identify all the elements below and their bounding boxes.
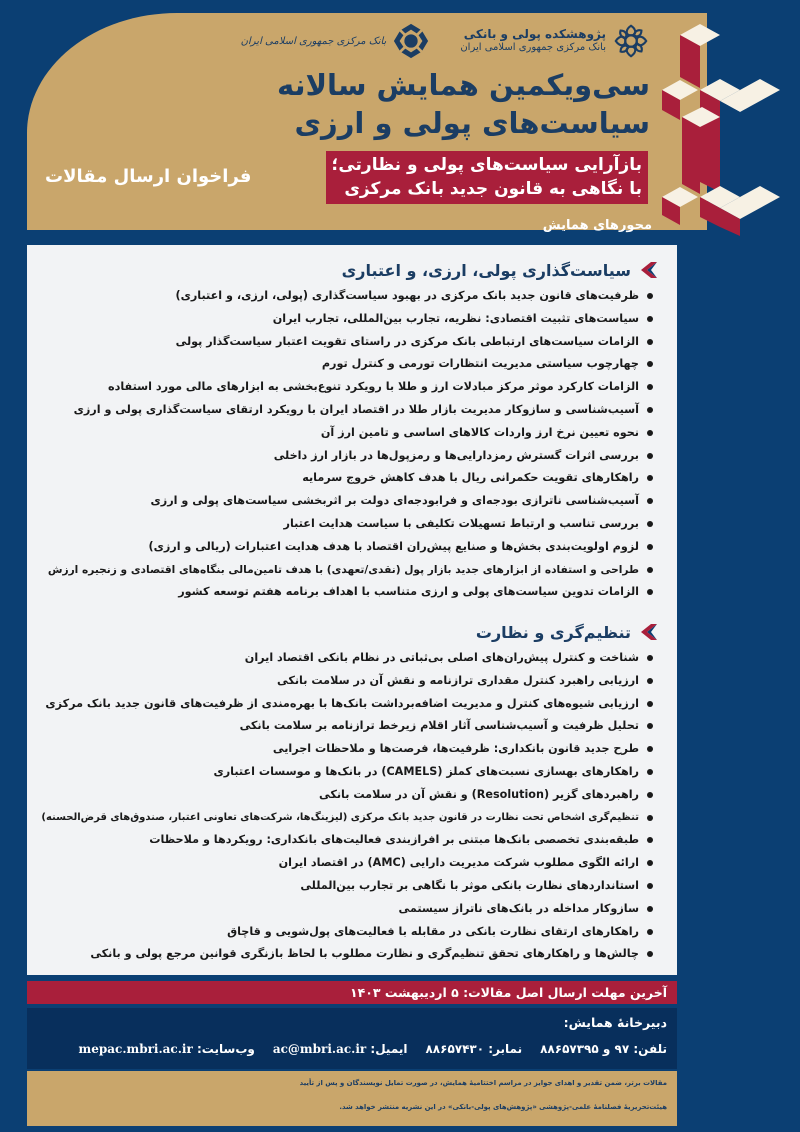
note-line-1: مقالات برتر، ضمن تقدیر و اهدای جوایز در مراسم اختتامیۀ همایش، در صورت تمایل نویسندگان و پس از تأیید: [299, 1079, 667, 1087]
topic-item: راهبردهای گزیر (Resolution) و نقش آن در سلامت بانکی: [33, 784, 653, 807]
topic-item: راهکارهای تقویت حکمرانی ریال با هدف کاهش خروج سرمایه: [33, 467, 653, 490]
cbi-logo: [241, 22, 431, 60]
theme-line-2: با نگاهی به قانون جدید بانک مرکزی: [344, 179, 642, 199]
phone-label: تلفن:: [633, 1042, 667, 1056]
title-line-2: سیاست‌های پولی و ارزی: [294, 106, 650, 140]
cbi-emblem-icon: [392, 22, 430, 60]
header-logos: [241, 22, 650, 60]
topic-item: نحوه تعیین نرخ ارز واردات کالاهای اساسی و تامین ارز آن: [33, 422, 653, 445]
topic-item: سیاست‌های تثبیت اقتصادی: نظریه، تجارب بین‌المللی، تجارب ایران: [33, 308, 653, 331]
chevron-left-icon: [641, 624, 657, 640]
publication-note: [27, 1071, 677, 1126]
topic-item: تنظیم‌گری اشخاص تحت نظارت در قانون جدید بانک مرکزی (لیزینگ‌ها، شرکت‌های تعاونی اعتبار، صندوق‌های قرض‌الحسنه): [33, 807, 653, 830]
topic-item: چالش‌ها و راهکارهای تحقق تنظیم‌گری و نظارت مطلوب با لحاظ بازنگری قوانین مرجع پولی و بانکی: [33, 943, 653, 966]
phone: [540, 1042, 667, 1056]
fax: [425, 1042, 522, 1056]
email-label: ایمیل:: [370, 1042, 408, 1056]
topic-item: راهکارهای ارتقای نظارت بانکی در مقابله با فعالیت‌های پول‌شویی و قاچاق: [33, 921, 653, 944]
rosette-icon: [612, 22, 650, 60]
topic-item: راهکارهای بهسازی نسبت‌های کملز (CAMELS) در بانک‌ها و موسسات اعتباری: [33, 761, 653, 784]
topic-item: طبقه‌بندی تخصصی بانک‌ها مبتنی بر افرازبندی فعالیت‌های بانکداری: رویکردها و ملاحظات: [33, 829, 653, 852]
topic-item: چهارچوب سیاستی مدیریت انتظارات تورمی و کنترل تورم: [33, 353, 653, 376]
mbri-parent: بانک مرکزی جمهوری اسلامی ایران: [460, 42, 606, 53]
mbri-name: پژوهشکده پولی و بانکی: [463, 27, 606, 41]
isometric-cubes-decoration: [660, 12, 800, 237]
fax-value: ۸۸۶۵۷۴۳۰: [425, 1042, 485, 1056]
section-title: سیاست‌گذاری پولی، ارزی، و اعتباری: [341, 260, 631, 280]
topic-item: سازوکار مداخله در بانک‌های ناتراز سیستمی: [33, 898, 653, 921]
section-monetary-policy: [27, 255, 677, 604]
topic-item: استانداردهای نظارت بانکی موثر با نگاهی بر تجارب بین‌المللی: [33, 875, 653, 898]
topic-item: بررسی اثرات گسترش رمزدارایی‌ها و رمزپول‌ها در بازار ارز داخلی: [33, 445, 653, 468]
topic-item: ظرفیت‌های قانون جدید بانک مرکزی در بهبود سیاست‌گذاری (پولی، ارزی، و اعتباری): [33, 285, 653, 308]
topic-item: طراحی و استفاده از ابزارهای جدید بازار پول (نقدی/تعهدی) با هدف تامین‌مالی بنگاه‌های اقتصادی و زنجیره ارزش: [33, 559, 653, 582]
call-for-papers: فراخوان ارسال مقالات: [45, 166, 252, 187]
deadline-text: آخرین مهلت ارسال اصل مقالات: ۵ اردیبهشت ۱۴۰۳: [349, 985, 667, 1000]
topic-item: شناخت و کنترل پیش‌ران‌های اصلی بی‌ثباتی در نظام بانکی اقتصاد ایران: [33, 647, 653, 670]
conference-axes-label: محورهای همایش: [542, 218, 652, 233]
contact-line: [79, 1042, 667, 1056]
section-title: تنظیم‌گری و نظارت: [475, 622, 631, 642]
secretariat-contact: [27, 1008, 677, 1069]
website-label: وب‌سایت:: [197, 1042, 255, 1056]
topic-item: طرح جدید قانون بانکداری: ظرفیت‌ها، فرصت‌ها و ملاحظات اجرایی: [33, 738, 653, 761]
topic-list: [27, 285, 677, 604]
topic-item: آسیب‌شناسی و سازوکار مدیریت بازار طلا در اقتصاد ایران با رویکرد ارتقای سیاست‌گذاری پولی و ارزی: [33, 399, 653, 422]
cbi-logo-text: بانک مرکزی جمهوری اسلامی ایران: [240, 35, 387, 47]
topic-item: آسیب‌شناسی ناترازی بودجه‌ای و فرابودجه‌ای دولت بر اثربخشی سیاست‌های پولی و ارزی: [33, 490, 653, 513]
topic-item: الزامات سیاست‌های ارتباطی بانک مرکزی در راستای تقویت اعتبار سیاست‌گذار پولی: [33, 331, 653, 354]
topic-list: [27, 647, 677, 966]
mbri-logo: [460, 22, 650, 60]
title-line-1: سی‌ویکمین همایش سالانه: [276, 68, 650, 102]
conference-title: [277, 66, 650, 142]
fax-label: نمابر:: [488, 1042, 523, 1056]
email-link[interactable]: ac@mbri.ac.ir: [272, 1042, 367, 1056]
secretariat-label: دبیرخانۀ همایش:: [563, 1015, 667, 1030]
phone-value: ۹۷ و ۸۸۶۵۷۳۹۵: [540, 1042, 630, 1056]
topic-item: بررسی تناسب و ارتباط تسهیلات تکلیفی با سیاست هدایت اعتبار: [33, 513, 653, 536]
topic-item: ارزیابی راهبرد کنترل مقداری ترازنامه و نقش آن در سلامت بانکی: [33, 670, 653, 693]
website: [79, 1042, 255, 1056]
deadline-bar: [27, 981, 677, 1004]
website-link[interactable]: mepac.mbri.ac.ir: [78, 1042, 193, 1056]
section-header: [27, 255, 677, 285]
topic-item: لزوم اولویت‌بندی بخش‌ها و صنایع پیش‌ران اقتصاد با هدف هدایت اعتبارات (ریالی و ارزی): [33, 536, 653, 559]
topic-item: الزامات تدوین سیاست‌های پولی و ارزی متناسب با اهداف برنامه هفتم توسعه کشور: [33, 581, 653, 604]
conference-theme: [326, 151, 648, 204]
topics-panel: [27, 245, 677, 975]
chevron-left-icon: [641, 262, 657, 278]
topic-item: ارزیابی شیوه‌های کنترل و مدیریت اضافه‌برداشت بانک‌ها با بهره‌مندی از ظرفیت‌های قانون جدید بانک مرکزی: [33, 693, 653, 716]
mbri-logo-text: [460, 28, 606, 54]
theme-line-1: بازآرایی سیاست‌های پولی و نظارتی؛: [331, 155, 642, 175]
topic-item: الزامات کارکرد موثر مرکز مبادلات ارز و طلا با رویکرد تنوع‌بخشی به ابزارهای مالی مورد استفاده: [33, 376, 653, 399]
topic-item: تحلیل ظرفیت و آسیب‌شناسی آثار اقلام زیرخط ترازنامه بر سلامت بانکی: [33, 715, 653, 738]
section-regulation-supervision: [27, 617, 677, 966]
email: [273, 1042, 408, 1056]
note-line-2: هیئت‌تحریریۀ فصلنامۀ علمی-پژوهشی «پژوهش‌های پولی-بانکی» در این نشریه منتشر خواهد شد.: [339, 1103, 667, 1111]
topic-item: ارائه الگوی مطلوب شرکت مدیریت دارایی (AMC) در اقتصاد ایران: [33, 852, 653, 875]
section-header: [27, 617, 677, 647]
